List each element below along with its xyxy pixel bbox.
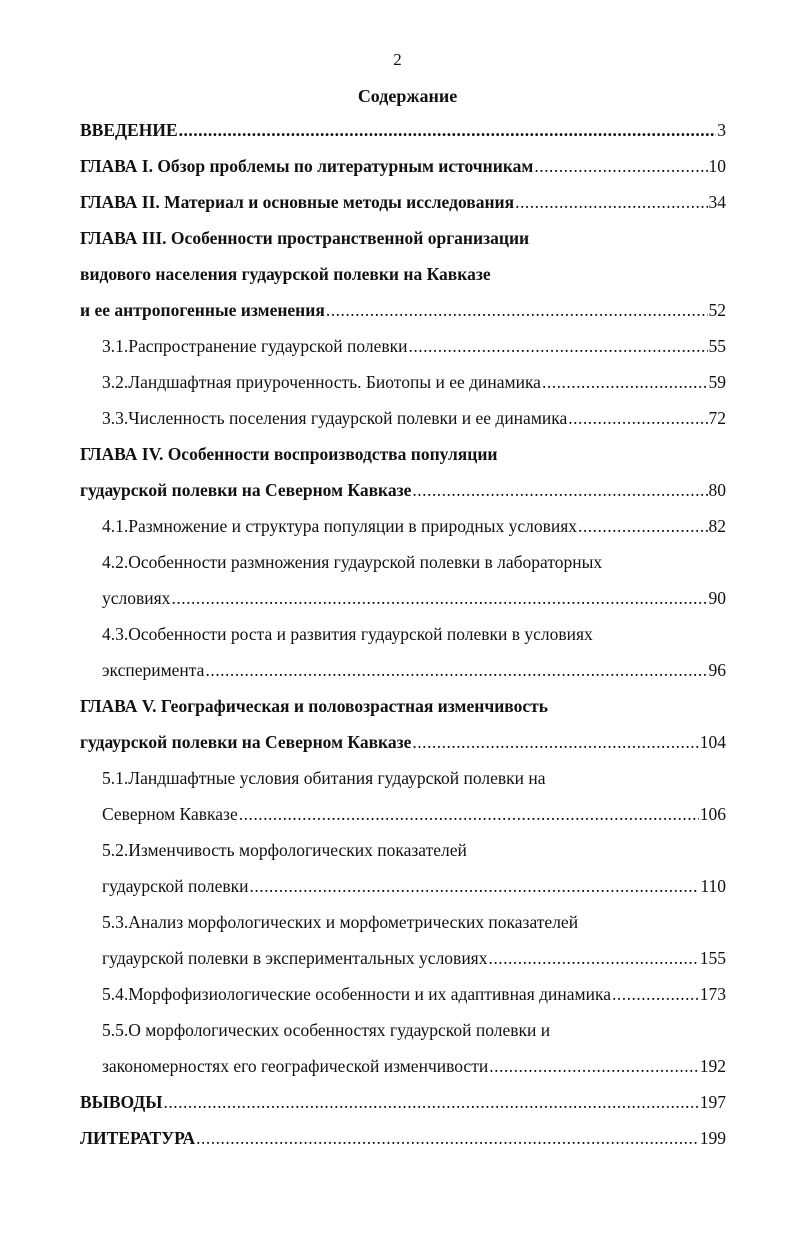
toc-entry-title: 4.1.Размножение и структура популяции в природных условиях (102, 516, 578, 536)
toc-entry-chapter-5[interactable] (80, 724, 726, 760)
toc-entry-page: 82 (708, 516, 726, 536)
toc-entry-section-5-2-line-1[interactable]: 5.2.Изменчивость морфологических показателей (102, 840, 467, 860)
toc-entry-title: 3.1.Распространение гудаурской полевки (102, 336, 408, 356)
toc-entry-chapter-4-line-1[interactable]: ГЛАВА IV. Особенности воспроизводства популяции (80, 444, 498, 464)
dot-leader (326, 292, 708, 328)
page-number: 2 (393, 50, 402, 69)
toc-entry-conclusions[interactable] (80, 1084, 726, 1120)
dot-leader (171, 580, 707, 616)
toc-entry-page: 197 (699, 1092, 726, 1112)
toc-entry-title: гудаурской полевки в экспериментальных условиях (102, 948, 488, 968)
toc-entry-literature[interactable] (80, 1120, 726, 1156)
toc-entry-section-4-2-line-1[interactable]: 4.2.Особенности размножения гудаурской полевки в лабораторных (102, 552, 603, 572)
toc-entry-section-5-2[interactable] (102, 868, 726, 904)
dot-leader (164, 1084, 699, 1120)
toc-entry-section-4-3[interactable] (102, 652, 726, 688)
toc-entry-section-3-3[interactable] (102, 400, 726, 436)
dot-leader (205, 652, 707, 688)
toc-entry-title: ЛИТЕРАТУРА (80, 1128, 196, 1148)
dot-leader (578, 508, 707, 544)
toc-entry-title: и ее антропогенные изменения (80, 300, 325, 320)
dot-leader (412, 472, 707, 508)
toc-entry-title: 3.3.Численность поселения гудаурской полевки и ее динамика (102, 408, 568, 428)
toc-entry-title: ГЛАВА I. Обзор проблемы по литературным источникам (80, 156, 534, 176)
toc-entry-section-5-1-line-1[interactable]: 5.1.Ландшафтные условия обитания гудаурской полевки на (102, 768, 546, 788)
dot-leader (489, 1048, 699, 1084)
toc-entry-title: закономерностях его географической изменчивости (102, 1056, 489, 1076)
dot-leader (179, 112, 717, 148)
toc-entry-chapter-3-line-1[interactable]: ГЛАВА III. Особенности пространственной организации (80, 228, 530, 248)
toc-entry-page: 192 (699, 1056, 726, 1076)
dot-leader (542, 364, 708, 400)
toc-entry-title: гудаурской полевки на Северном Кавказе (80, 480, 412, 500)
toc-entry-page: 59 (708, 372, 726, 392)
toc-entry-section-4-1[interactable] (102, 508, 726, 544)
toc-entry-chapter-2[interactable] (80, 184, 726, 220)
toc-entry-chapter-1[interactable] (80, 148, 726, 184)
toc-entry-page: 72 (708, 408, 726, 428)
dot-leader (412, 724, 698, 760)
toc-entry-chapter-3-line-2[interactable]: видового населения гудаурской полевки на Кавказе (80, 264, 491, 284)
toc-entry-chapter-4[interactable] (80, 472, 726, 508)
toc-title: Содержание (357, 86, 458, 106)
dot-leader (239, 796, 699, 832)
toc-entry-page: 90 (708, 588, 726, 608)
toc-entry-page: 96 (708, 660, 726, 680)
toc-entry-page: 3 (717, 120, 726, 140)
toc-entry-section-5-4[interactable] (102, 976, 726, 1012)
toc-entry-page: 106 (699, 804, 726, 824)
toc-entry-page: 199 (699, 1128, 726, 1148)
toc-entry-section-5-3[interactable] (102, 940, 726, 976)
toc-entry-title: ВВЕДЕНИЕ (80, 120, 178, 140)
dot-leader (488, 940, 698, 976)
dot-leader (196, 1120, 699, 1156)
toc-entry-section-4-2[interactable] (102, 580, 726, 616)
toc-entry-title: эксперимента (102, 660, 205, 680)
toc-entry-section-3-1[interactable] (102, 328, 726, 364)
toc-entry-section-3-2[interactable] (102, 364, 726, 400)
toc-entry-section-5-3-line-1[interactable]: 5.3.Анализ морфологических и морфометрических показателей (102, 912, 579, 932)
toc-entry-page: 55 (708, 336, 726, 356)
toc-entry-page: 155 (699, 948, 726, 968)
toc-entry-page: 34 (708, 192, 726, 212)
toc-entry-section-5-5-line-1[interactable]: 5.5.О морфологических особенностях гудаурской полевки и (102, 1020, 551, 1040)
toc-entry-title: 5.4.Морфофизиологические особенности и их адаптивная динамика (102, 984, 611, 1004)
toc-entry-chapter-3[interactable] (80, 292, 726, 328)
toc-entry-title: ВЫВОДЫ (80, 1092, 163, 1112)
toc-entry-page: 52 (708, 300, 726, 320)
dot-leader (568, 400, 707, 436)
toc-entry-page: 110 (700, 876, 726, 896)
toc-entry-title: гудаурской полевки на Северном Кавказе (80, 732, 412, 752)
dot-leader (612, 976, 699, 1012)
dot-leader (515, 184, 707, 220)
toc-entry-title: гудаурской полевки (102, 876, 249, 896)
toc-entry-title: 3.2.Ландшафтная приуроченность. Биотопы и ее динамика (102, 372, 541, 392)
toc-entry-section-4-3-line-1[interactable]: 4.3.Особенности роста и развития гудаурской полевки в условиях (102, 624, 593, 644)
dot-leader (534, 148, 707, 184)
toc-entry-page: 80 (708, 480, 726, 500)
toc-entry-page: 173 (699, 984, 726, 1004)
dot-leader (408, 328, 707, 364)
toc-entry-chapter-5-line-1[interactable]: ГЛАВА V. Географическая и половозрастная изменчивость (80, 696, 548, 716)
toc-entry-page: 10 (708, 156, 726, 176)
toc-entry-title: Северном Кавказе (102, 804, 238, 824)
toc-entry-title: условиях (102, 588, 171, 608)
toc-entry-title: ГЛАВА II. Материал и основные методы исследования (80, 192, 515, 212)
toc-entry-section-5-1[interactable] (102, 796, 726, 832)
dot-leader (250, 868, 700, 904)
toc-entry-section-5-5[interactable] (102, 1048, 726, 1084)
toc-entry-intro[interactable] (80, 112, 726, 148)
toc-entry-page: 104 (699, 732, 726, 752)
